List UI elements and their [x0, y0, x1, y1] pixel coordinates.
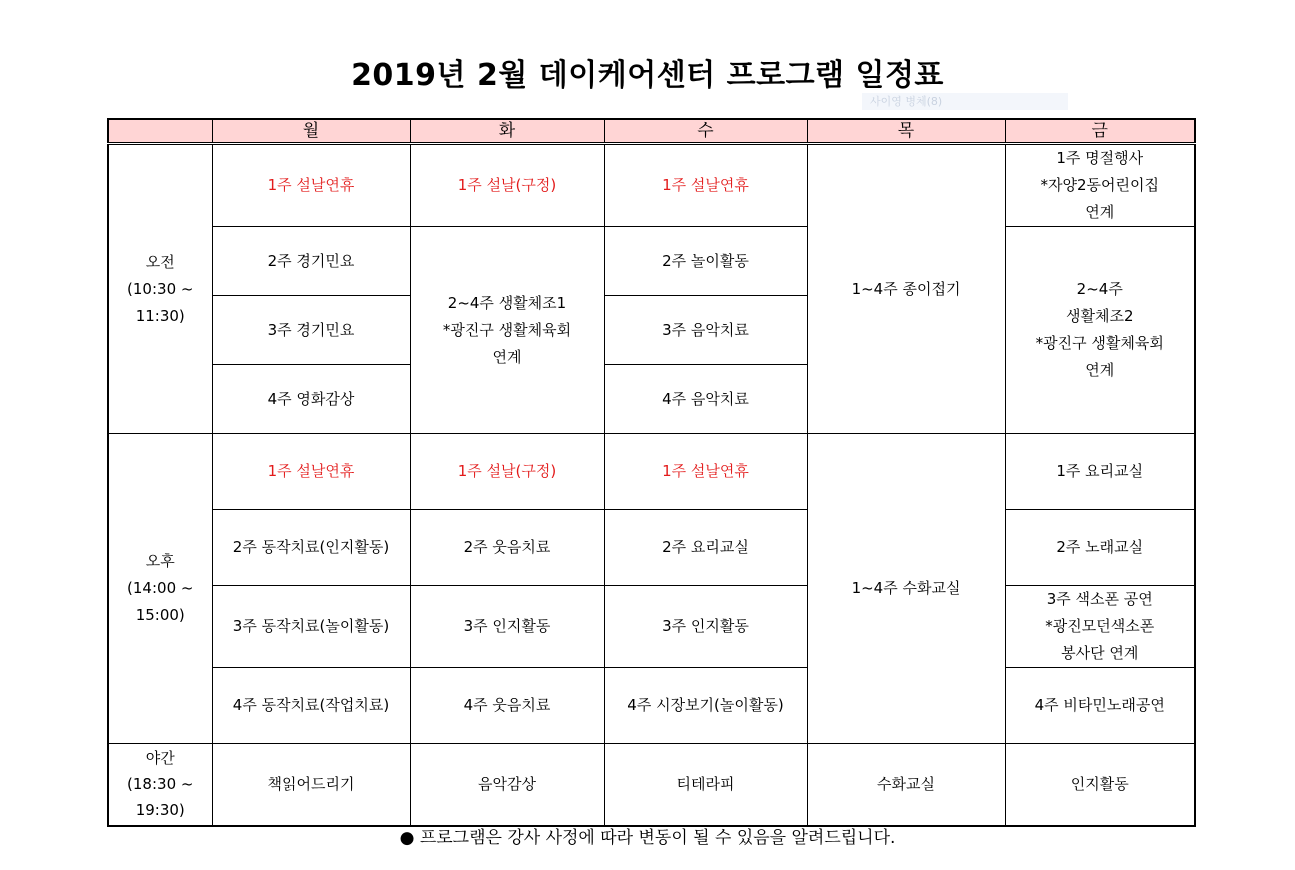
- cell-line: *광진모던색소폰: [1045, 617, 1155, 635]
- table-row: [108, 510, 1195, 586]
- cell-pm-mon-w1: 1주 설날연휴: [212, 434, 410, 510]
- table-row: [108, 586, 1195, 668]
- period-label: 오전: [145, 252, 175, 271]
- schedule-table: [107, 118, 1196, 827]
- cell-pm-tue-w1: 1주 설날(구정): [410, 434, 604, 510]
- cell-line: 2~4주: [1076, 280, 1123, 298]
- period-time-end: 15:00): [135, 606, 185, 624]
- table-row: [108, 144, 1195, 227]
- cell-pm-mon-w3: 3주 동작치료(놀이활동): [212, 586, 410, 668]
- cell-night-wed: 티테라피: [604, 744, 807, 826]
- header-mon: 월: [212, 119, 410, 144]
- cell-pm-tue-w4: 4주 웃음치료: [410, 668, 604, 744]
- header-row: [108, 119, 1195, 144]
- cell-pm-thu: 1~4주 수화교실: [807, 434, 1005, 744]
- period-time-start: (18:30 ~: [127, 775, 194, 794]
- cell-line: 연계: [1085, 361, 1115, 379]
- period-time-end: 19:30): [135, 801, 185, 820]
- header-fri: 금: [1005, 119, 1195, 144]
- cell-am-wed-w2: 2주 놀이활동: [604, 227, 807, 296]
- cell-am-thu: 1~4주 종이접기: [807, 144, 1005, 434]
- cell-am-tue-w24: [410, 227, 604, 434]
- cell-line: 연계: [492, 347, 522, 366]
- cell-line: 생활체조2: [1065, 307, 1134, 325]
- cell-am-fri-w1: [1005, 144, 1195, 227]
- header-tue: 화: [410, 119, 604, 144]
- cell-line: 3주 색소폰 공연: [1046, 590, 1153, 608]
- period-label: 오후: [145, 552, 175, 570]
- cell-night-mon: 책읽어드리기: [212, 744, 410, 826]
- period-afternoon: [108, 434, 212, 744]
- header-wed: 수: [604, 119, 807, 144]
- table-row: [108, 227, 1195, 296]
- cell-pm-fri-w3: [1005, 586, 1195, 668]
- cell-line: *광진구 생활체육회: [442, 320, 572, 339]
- header-corner: [108, 119, 212, 144]
- page-title: 2019년 2월 데이케어센터 프로그램 일정표: [351, 58, 944, 93]
- table-row: [108, 668, 1195, 744]
- cell-am-mon-w1: 1주 설날연휴: [212, 144, 410, 227]
- cell-pm-wed-w4: 4주 시장보기(놀이활동): [604, 668, 807, 744]
- cell-am-wed-w4: 4주 음악치료: [604, 365, 807, 434]
- table-row: [108, 434, 1195, 510]
- period-time-start: (10:30 ~: [127, 279, 194, 298]
- cell-am-mon-w2: 2주 경기민요: [212, 227, 410, 296]
- cell-line: 1주 명절행사: [1056, 149, 1144, 167]
- cell-pm-mon-w2: 2주 동작치료(인지활동): [212, 510, 410, 586]
- cell-night-fri: 인지활동: [1005, 744, 1195, 826]
- cell-pm-fri-w4: 4주 비타민노래공연: [1005, 668, 1195, 744]
- cell-pm-mon-w4: 4주 동작치료(작업치료): [212, 668, 410, 744]
- cell-night-tue: 음악감상: [410, 744, 604, 826]
- cell-am-mon-w4: 4주 영화감상: [212, 365, 410, 434]
- cell-pm-fri-w1: 1주 요리교실: [1005, 434, 1195, 510]
- faint-overlay-tag: 사이영 병체(8): [862, 93, 1068, 110]
- table-row: [108, 744, 1195, 826]
- header-thu: 목: [807, 119, 1005, 144]
- period-time-start: (14:00 ~: [127, 579, 194, 597]
- period-label: 야간: [145, 749, 175, 768]
- cell-line: *광진구 생활체육회: [1035, 334, 1164, 352]
- cell-am-mon-w3: 3주 경기민요: [212, 296, 410, 365]
- cell-pm-tue-w3: 3주 인지활동: [410, 586, 604, 668]
- cell-am-tue-w1: 1주 설날(구정): [410, 144, 604, 227]
- cell-am-wed-w1: 1주 설날연휴: [604, 144, 807, 227]
- footnote: ● 프로그램은 강사 사정에 따라 변동이 될 수 있음을 알려드립니다.: [399, 828, 896, 848]
- cell-line: 연계: [1085, 203, 1115, 221]
- cell-line: 봉사단 연계: [1061, 644, 1139, 662]
- cell-pm-wed-w1: 1주 설날연휴: [604, 434, 807, 510]
- cell-line: 2~4주 생활체조1: [447, 293, 567, 312]
- cell-night-thu: 수화교실: [807, 744, 1005, 826]
- cell-pm-wed-w3: 3주 인지활동: [604, 586, 807, 668]
- period-night: [108, 744, 212, 826]
- cell-am-wed-w3: 3주 음악치료: [604, 296, 807, 365]
- period-time-end: 11:30): [135, 306, 185, 325]
- cell-pm-tue-w2: 2주 웃음치료: [410, 510, 604, 586]
- cell-pm-wed-w2: 2주 요리교실: [604, 510, 807, 586]
- cell-am-fri-w24: [1005, 227, 1195, 434]
- cell-line: *자양2동어린이집: [1040, 176, 1159, 194]
- cell-pm-fri-w2: 2주 노래교실: [1005, 510, 1195, 586]
- period-morning: [108, 144, 212, 434]
